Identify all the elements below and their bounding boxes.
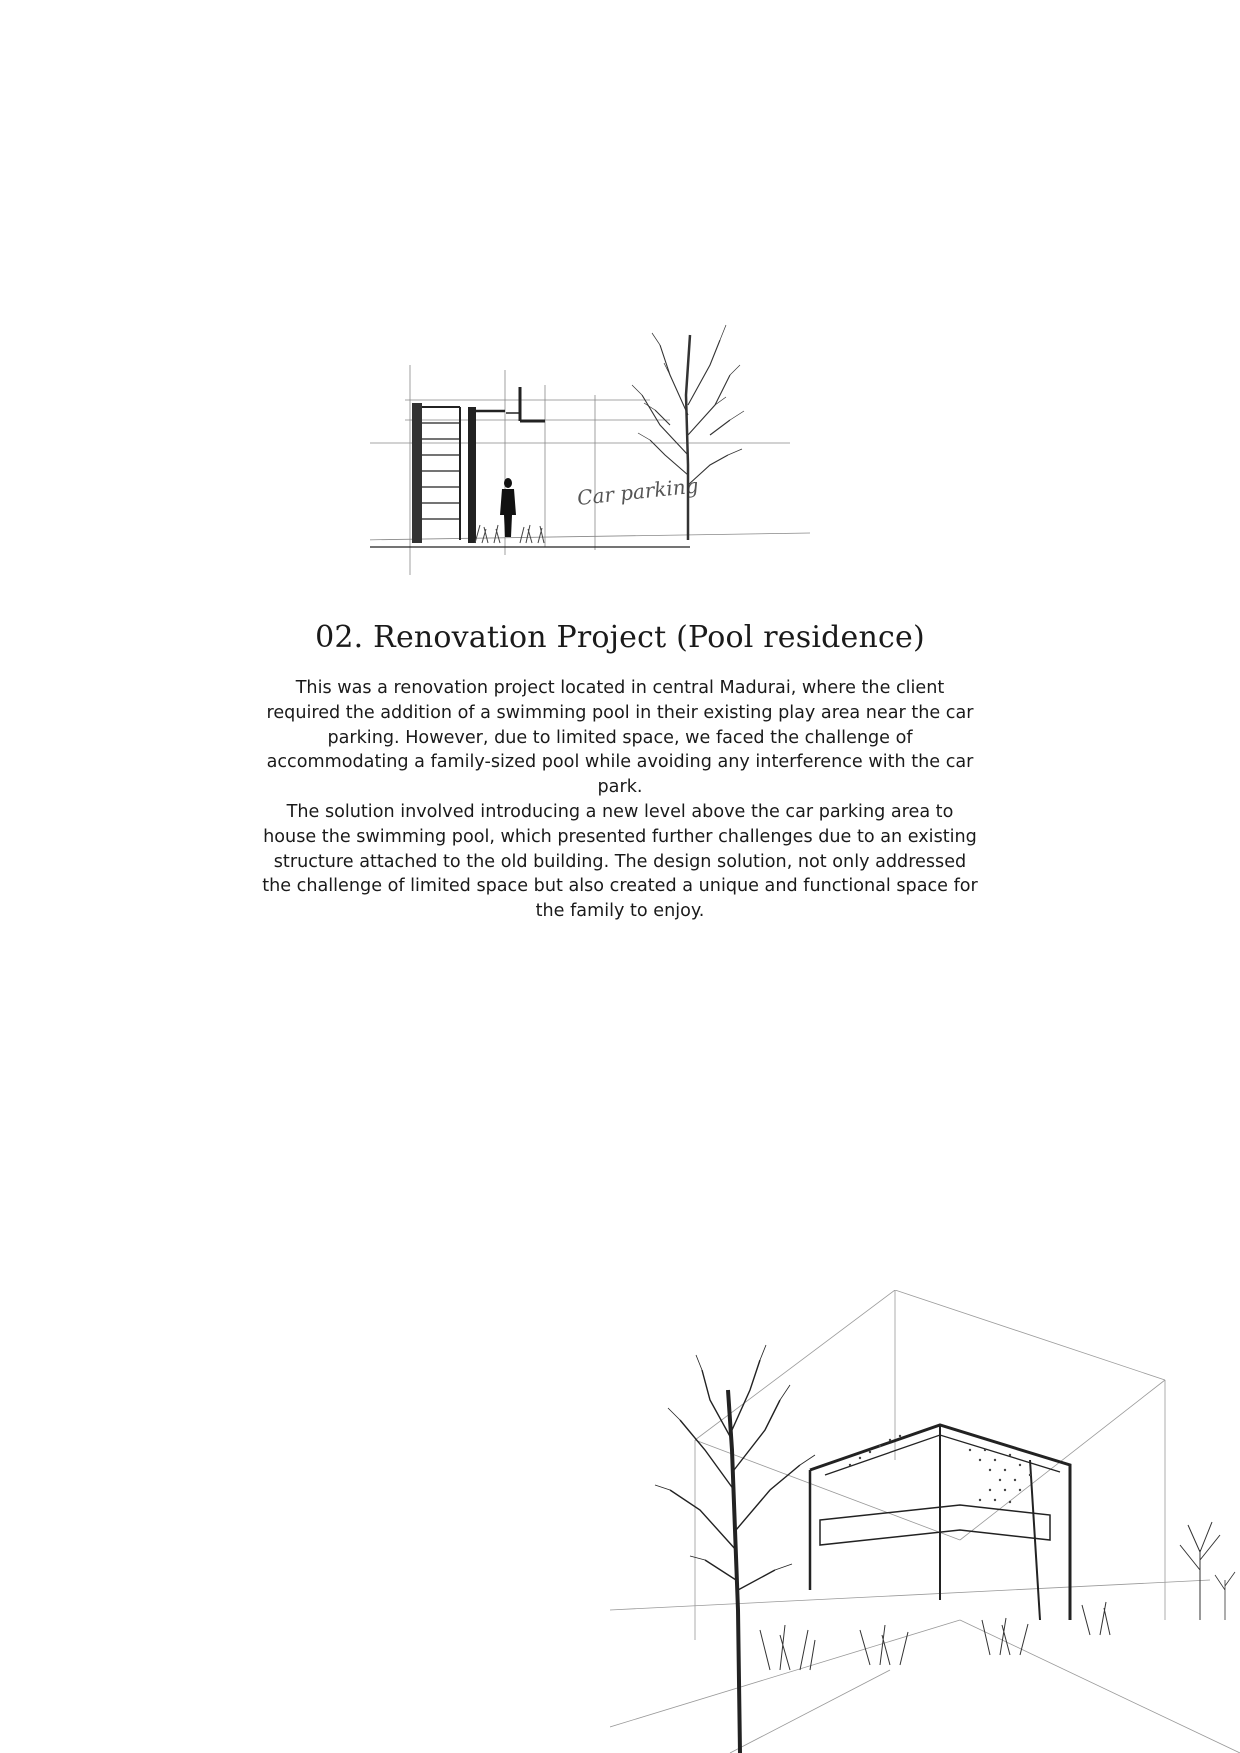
human-figure	[500, 478, 516, 537]
description-paragraph-1: This was a renovation project located in central Madurai, where the client required the addition of a swimming pool in their existing play area near the car parking. However, due to limited space, we faced the challenge of accommodating a family-sized pool while avoiding any interference with the car park.	[266, 678, 974, 798]
tree-background	[1180, 1522, 1235, 1620]
shrubs	[760, 1602, 1110, 1670]
tree-foreground	[655, 1345, 815, 1753]
description-paragraph-2: The solution involved introducing a new level above the car parking area to house the swimming pool, which presented further challenges due to an existing structure attached to the old building. The design solution, not only addressed the challenge of limited space but also created a unique and functional space for the family to enjoy.	[262, 801, 978, 922]
structure-lines	[370, 387, 690, 547]
tree	[632, 325, 744, 540]
elevation-sketch	[370, 315, 820, 585]
sketch-label: Car parking	[576, 473, 700, 510]
perspective-box	[610, 1290, 1240, 1753]
pool-structure	[810, 1425, 1070, 1620]
page-title: 02. Renovation Project (Pool residence)	[315, 620, 925, 655]
project-description	[262, 676, 978, 924]
perspective-sketch	[610, 1290, 1240, 1753]
construction-lines	[370, 365, 810, 575]
